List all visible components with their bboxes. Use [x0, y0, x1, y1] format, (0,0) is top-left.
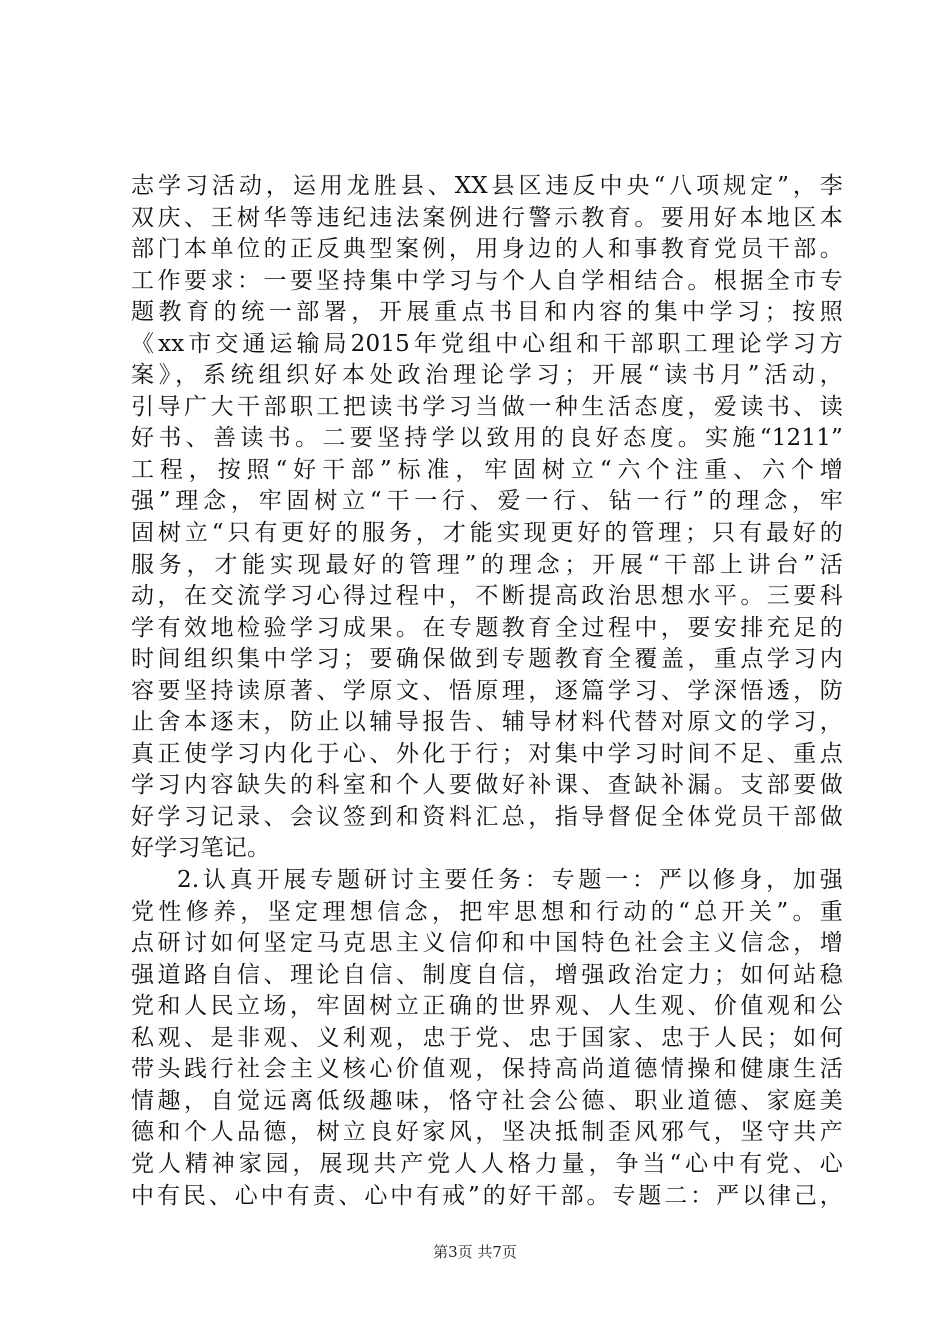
text-line: 双庆、王树华等违纪违法案例进行警示教育。要用好本地区本 — [131, 204, 843, 231]
text-line: 学习内容缺失的科室和个人要做好补课、查缺补漏。支部要做 — [131, 772, 843, 799]
text-line: 题教育的统一部署，开展重点书目和内容的集中学习；按照 — [131, 299, 843, 326]
text-line: 情趣，自觉远离低级趣味，恪守社会公德、职业道德、家庭美 — [131, 1087, 843, 1114]
text-line: 好学习记录、会议签到和资料汇总，指导督促全体党员干部做 — [131, 803, 843, 830]
text-line: 志学习活动，运用龙胜县、XX县区违反中央“八项规定”，李 — [131, 173, 843, 199]
text-line: 容要坚持读原著、学原文、悟原理，逐篇学习、学深悟透，防 — [131, 677, 843, 704]
text-line: 案》，系统组织好本处政治理论学习；开展“读书月”活动， — [131, 362, 843, 389]
text-line: 《xx市交通运输局2015年党组中心组和干部职工理论学习方 — [131, 330, 843, 357]
text-line: 中有民、心中有责、心中有戒”的好干部。专题二：严以律己， — [131, 1182, 843, 1209]
text-line: 学有效地检验学习成果。在专题教育全过程中，要安排充足的 — [131, 614, 843, 641]
text-line: 工作要求：一要坚持集中学习与个人自学相结合。根据全市专 — [131, 267, 843, 294]
text-line: 党和人民立场，牢固树立正确的世界观、人生观、价值观和公 — [131, 993, 843, 1020]
page-footer: 第3页 共7页 — [433, 1243, 517, 1261]
body-text — [131, 171, 843, 1212]
text-line: 止舍本逐末，防止以辅导报告、辅导材料代替对原文的学习， — [131, 709, 843, 736]
text-line: 好书、善读书。二要坚持学以致用的良好态度。实施“1211” — [131, 425, 843, 452]
text-line: 私观、是非观、义利观，忠于党、忠于国家、忠于人民；如何 — [131, 1024, 843, 1051]
text-line: 德和个人品德，树立良好家风，坚决抵制歪风邪气，坚守共产 — [131, 1119, 843, 1146]
text-line: 工程，按照“好干部”标准，牢固树立“六个注重、六个增 — [131, 456, 843, 483]
text-line: 好学习笔记。 — [131, 835, 271, 862]
text-line: 2.认真开展专题研讨主要任务：专题一：严以修身，加强 — [177, 867, 843, 894]
text-line: 带头践行社会主义核心价值观，保持高尚道德情操和健康生活 — [131, 1056, 843, 1083]
text-line: 服务，才能实现最好的管理”的理念；开展“干部上讲台”活 — [131, 551, 843, 578]
text-line: 点研讨如何坚定马克思主义信仰和中国特色社会主义信念，增 — [131, 930, 843, 957]
text-line: 时间组织集中学习；要确保做到专题教育全覆盖，重点学习内 — [131, 646, 843, 673]
text-line: 固树立“只有更好的服务，才能实现更好的管理；只有最好的 — [131, 520, 843, 547]
text-line: 引导广大干部职工把读书学习当做一种生活态度，爱读书、读 — [131, 393, 843, 420]
text-line: 部门本单位的正反典型案例，用身边的人和事教育党员干部。 — [131, 236, 843, 263]
text-line: 党性修养，坚定理想信念，把牢思想和行动的“总开关”。重 — [131, 898, 843, 925]
text-line: 党人精神家园，展现共产党人人格力量，争当“心中有党、心 — [131, 1150, 843, 1177]
text-line: 真正使学习内化于心、外化于行；对集中学习时间不足、重点 — [131, 740, 843, 767]
text-line: 强”理念，牢固树立“干一行、爱一行、钻一行”的理念，牢 — [131, 488, 843, 515]
text-line: 动，在交流学习心得过程中，不断提高政治思想水平。三要科 — [131, 583, 843, 610]
text-line: 强道路自信、理论自信、制度自信，增强政治定力；如何站稳 — [131, 961, 843, 988]
